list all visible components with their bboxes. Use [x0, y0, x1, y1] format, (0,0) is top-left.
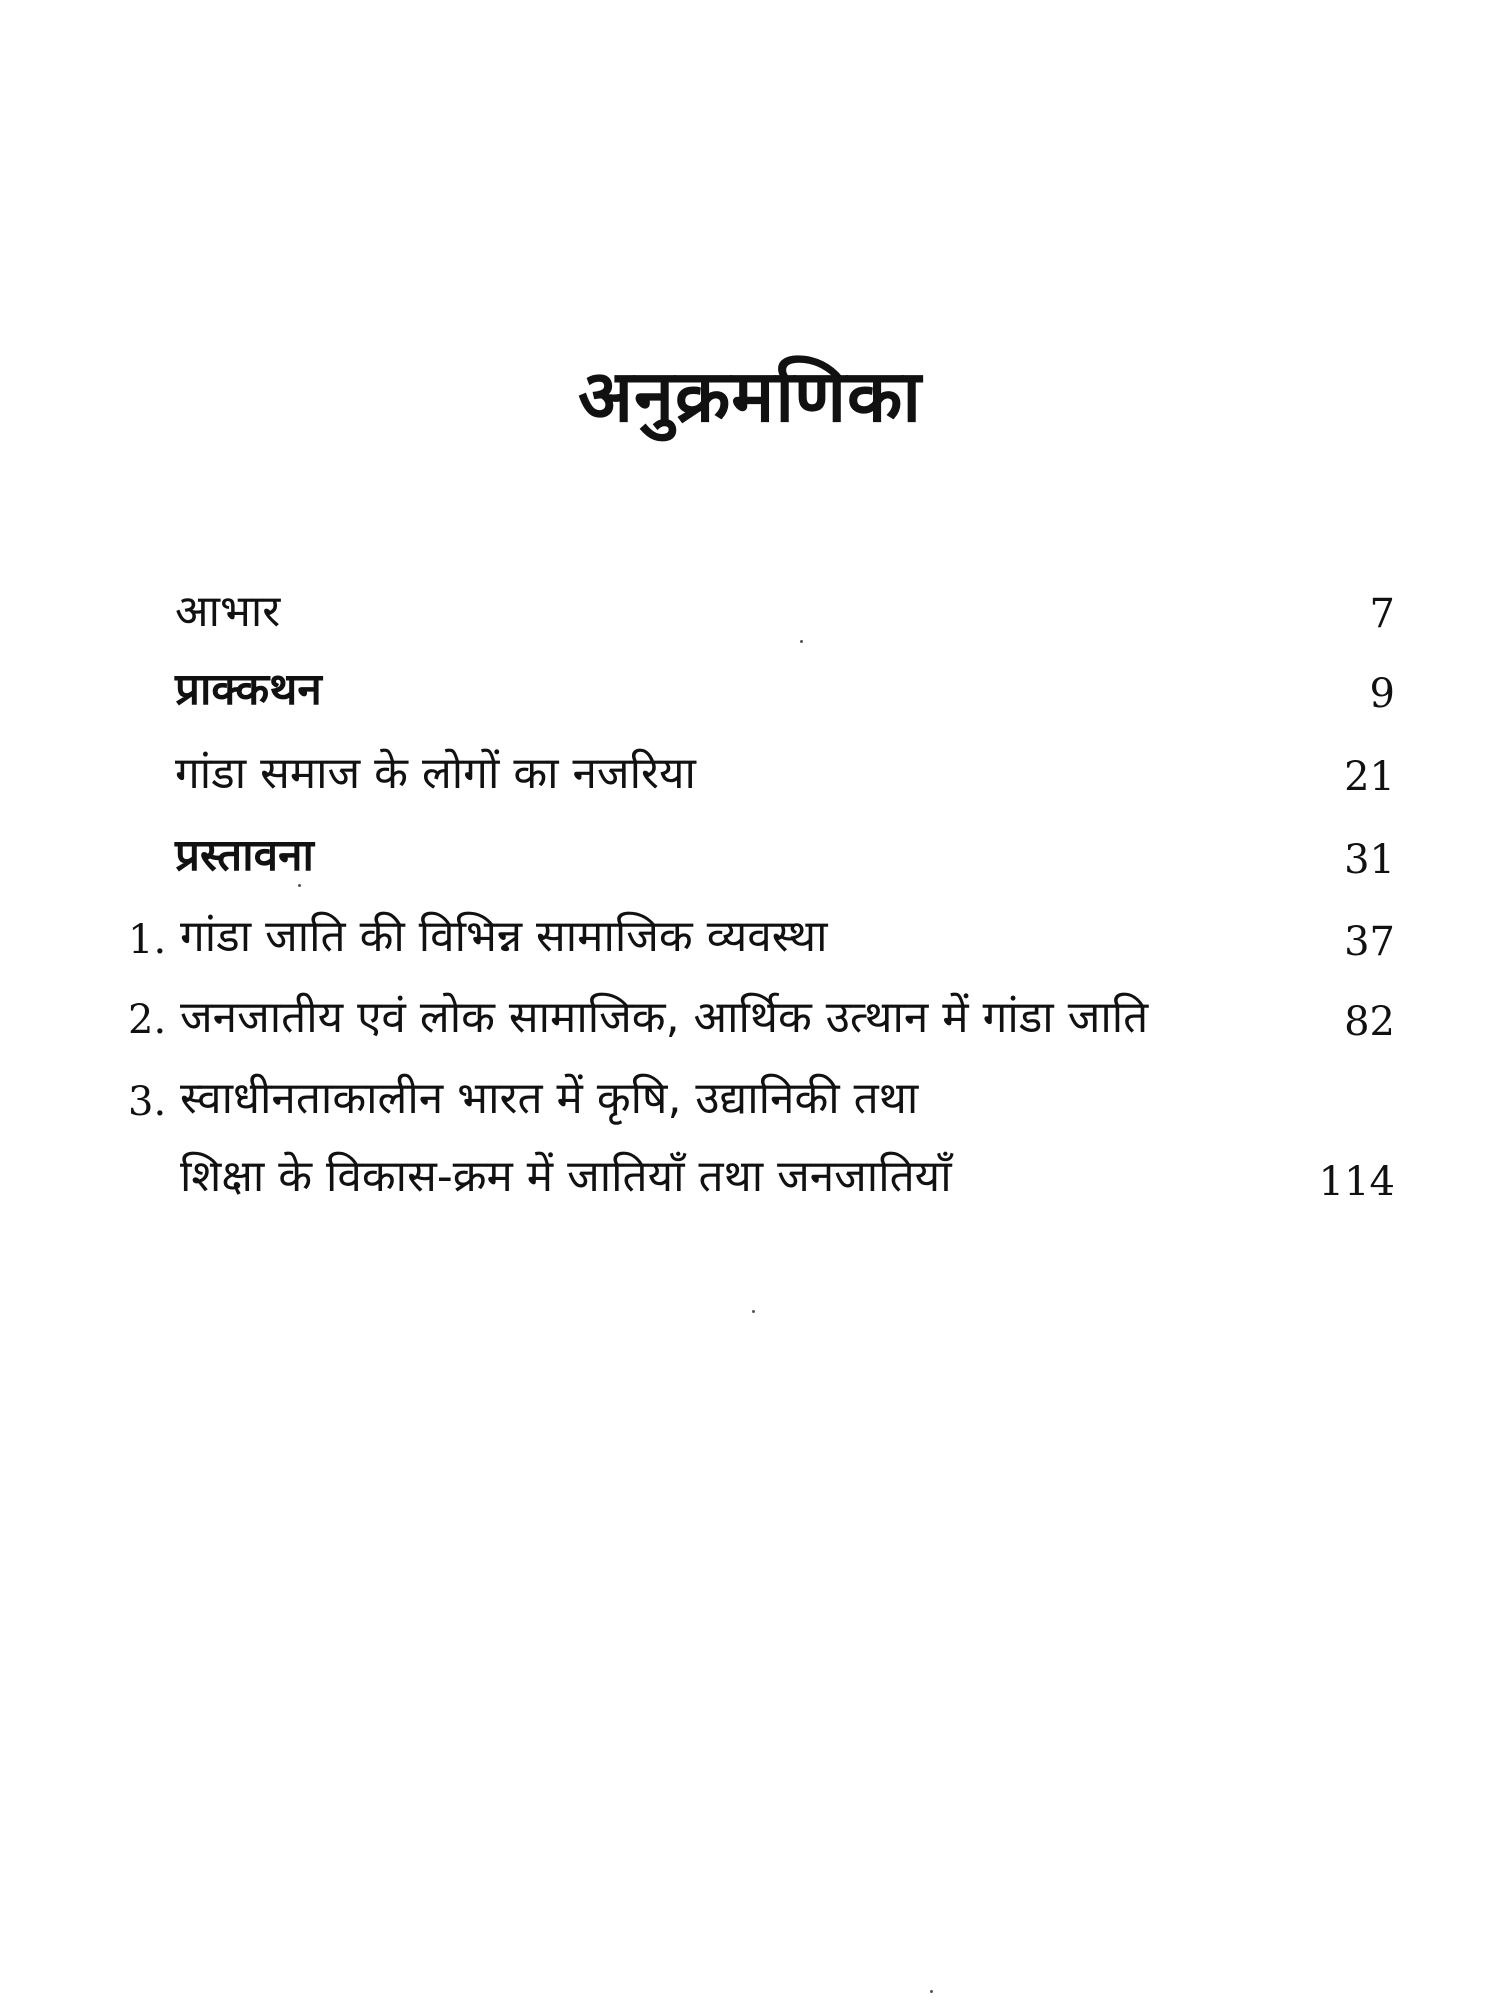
toc-entry-page: 82 [1344, 999, 1395, 1045]
toc-entry-text: प्राक्कथन [175, 664, 322, 715]
toc-entry-number: 3. [128, 1079, 167, 1125]
toc-entry-text: स्वाधीनताकालीन भारत में कृषि, उद्यानिकी तथा [180, 1073, 919, 1124]
scan-speck [752, 1310, 755, 1313]
toc-entry-page: 7 [1369, 591, 1395, 637]
toc-entry-text: गांडा जाति की विभिन्न सामाजिक व्यवस्था [180, 911, 828, 962]
toc-entry-text: जनजातीय एवं लोक सामाजिक, आर्थिक उत्थान में गांडा जाति [180, 992, 1149, 1043]
toc-entry-text: गांडा समाज के लोगों का नजरिया [175, 748, 696, 799]
toc-entry-text: आभार [175, 586, 281, 637]
toc-entry-text: शिक्षा के विकास-क्रम में जातियाँ तथा जनजातियाँ [180, 1151, 952, 1202]
toc-entry-text: प्रस्तावना [175, 830, 314, 881]
toc-entry-page: 21 [1344, 754, 1395, 800]
page-title: अनुक्रमणिका [578, 354, 922, 438]
scan-speck [298, 884, 301, 887]
scan-speck [800, 640, 803, 643]
toc-entry-page: 37 [1344, 919, 1395, 965]
scan-speck [930, 1990, 933, 1993]
toc-entry-number: 1. [128, 917, 167, 963]
toc-entry-page: 9 [1369, 671, 1395, 717]
toc-entry-page: 114 [1318, 1159, 1395, 1205]
toc-entry-number: 2. [128, 997, 167, 1043]
toc-entry-page: 31 [1344, 837, 1395, 883]
